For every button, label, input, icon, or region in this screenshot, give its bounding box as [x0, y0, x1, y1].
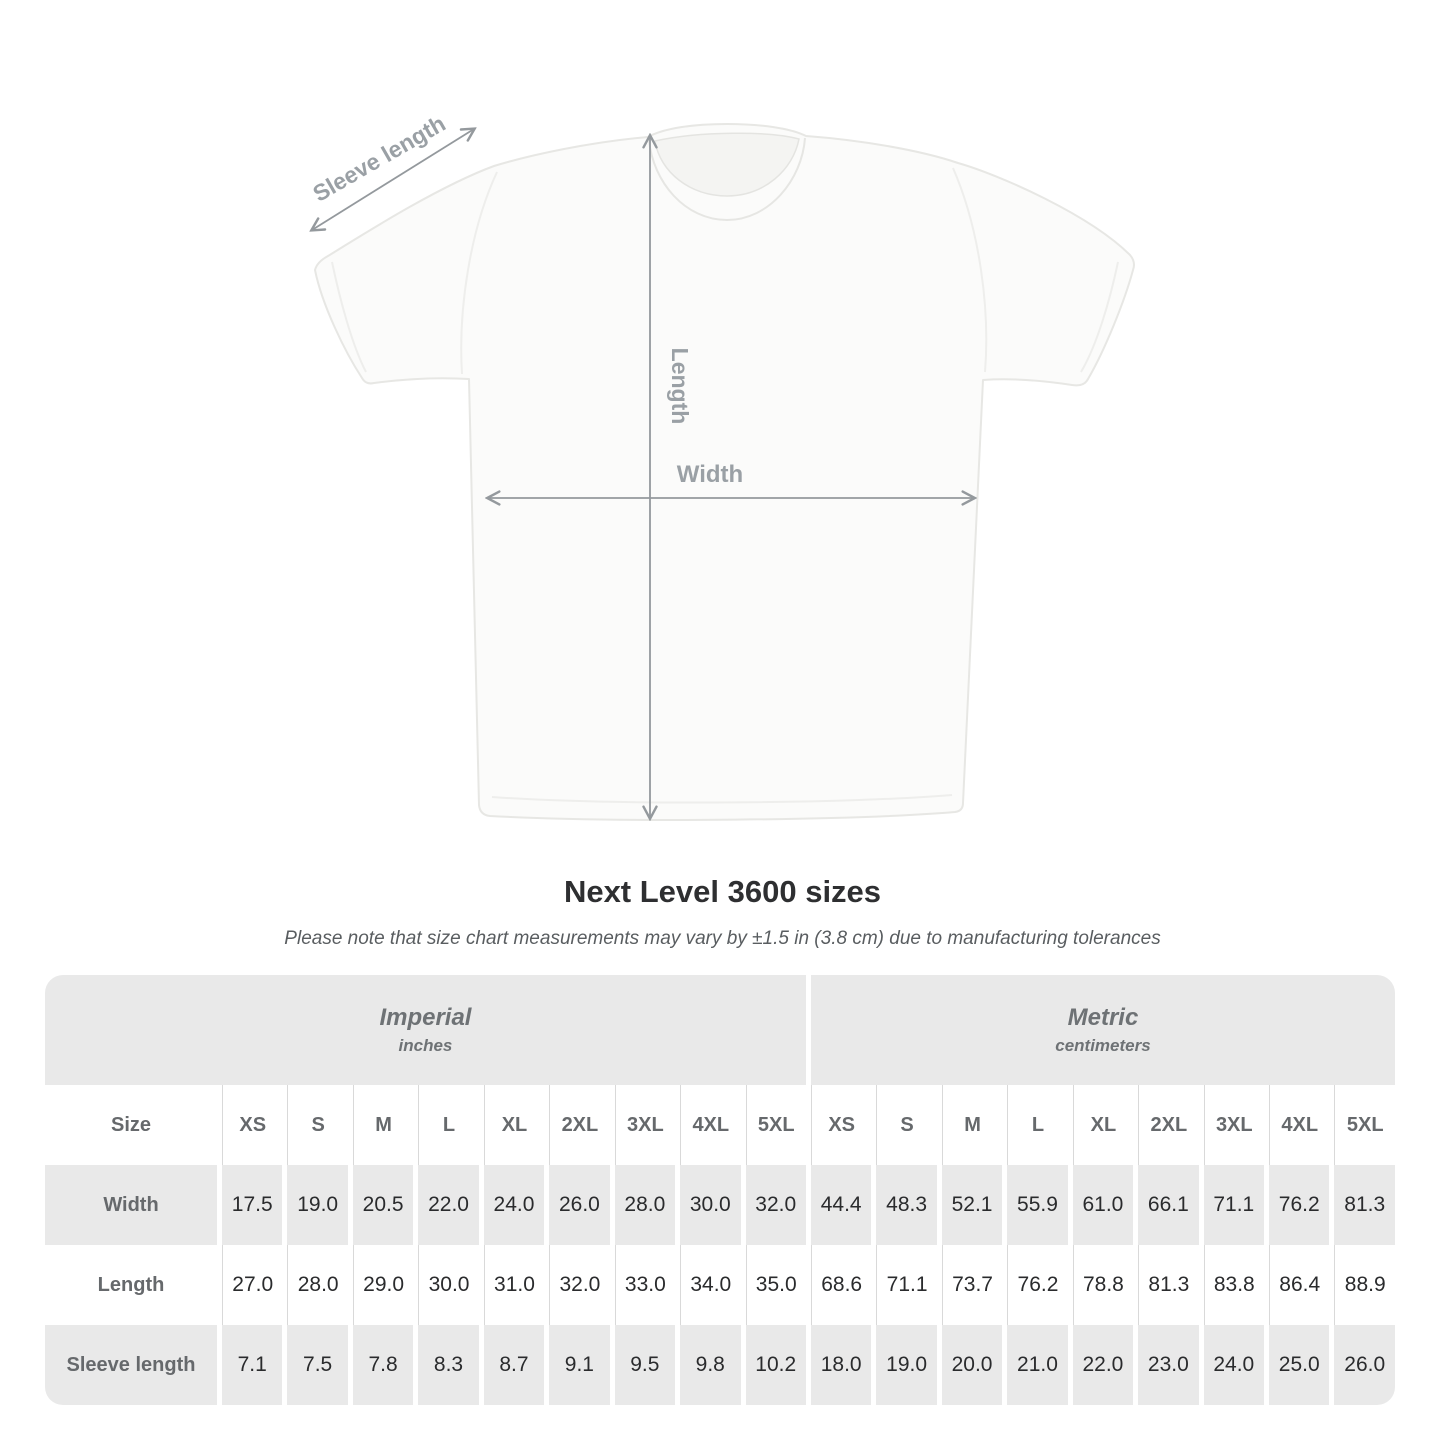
measurement-value: 19.0: [287, 1165, 347, 1245]
metric-header: [811, 975, 1395, 1085]
measurement-value: 7.5: [287, 1325, 347, 1405]
size-header-imperial-2xl: 2XL: [549, 1085, 609, 1165]
measurement-value: 8.3: [418, 1325, 478, 1405]
measurement-value: 20.0: [942, 1325, 1002, 1405]
size-column-label: Size: [45, 1085, 217, 1165]
size-header-metric-s: S: [876, 1085, 936, 1165]
measurement-value: 73.7: [942, 1245, 1002, 1325]
measurement-value: 18.0: [811, 1325, 871, 1405]
width-label: Width: [676, 461, 744, 488]
measurement-value: 25.0: [1269, 1325, 1329, 1405]
size-header-metric-xl: XL: [1073, 1085, 1133, 1165]
size-header-imperial-s: S: [287, 1085, 347, 1165]
measurement-row-sleeve-length: [45, 1325, 1395, 1405]
imperial-label: Imperial: [379, 1003, 472, 1031]
measurement-value: 8.7: [484, 1325, 544, 1405]
measurement-value: 81.3: [1138, 1245, 1198, 1325]
measurement-value: 78.8: [1073, 1245, 1133, 1325]
size-header-metric-5xl: 5XL: [1334, 1085, 1395, 1165]
measurement-value: 17.5: [222, 1165, 282, 1245]
measurement-value: 33.0: [615, 1245, 675, 1325]
measurement-value: 48.3: [876, 1165, 936, 1245]
measurement-value: 71.1: [876, 1245, 936, 1325]
length-label: Length: [666, 347, 693, 425]
measurement-value: 44.4: [811, 1165, 871, 1245]
measurement-value: 32.0: [746, 1165, 806, 1245]
measurement-value: 76.2: [1007, 1245, 1067, 1325]
measurement-value: 88.9: [1334, 1245, 1395, 1325]
measurement-value: 55.9: [1007, 1165, 1067, 1245]
size-header-metric-m: M: [942, 1085, 1002, 1165]
measurement-value: 26.0: [549, 1165, 609, 1245]
measurement-value: 24.0: [484, 1165, 544, 1245]
measurement-value: 9.1: [549, 1325, 609, 1405]
page-title: Next Level 3600 sizes: [563, 874, 882, 909]
measurement-value: 66.1: [1138, 1165, 1198, 1245]
size-header-imperial-m: M: [353, 1085, 413, 1165]
measurement-value: 81.3: [1334, 1165, 1395, 1245]
size-header-row: [45, 1085, 1395, 1165]
size-header-metric-4xl: 4XL: [1269, 1085, 1329, 1165]
measurement-value: 29.0: [353, 1245, 413, 1325]
imperial-header: [45, 975, 806, 1085]
size-header-imperial-3xl: 3XL: [615, 1085, 675, 1165]
row-label: Width: [45, 1165, 217, 1245]
measurement-value: 30.0: [418, 1245, 478, 1325]
size-header-imperial-xl: XL: [484, 1085, 544, 1165]
measurement-value: 10.2: [746, 1325, 806, 1405]
measurement-value: 76.2: [1269, 1165, 1329, 1245]
measurement-value: 86.4: [1269, 1245, 1329, 1325]
imperial-sublabel: inches: [398, 1036, 453, 1056]
size-header-imperial-l: L: [418, 1085, 478, 1165]
measurement-value: 22.0: [1073, 1325, 1133, 1405]
measurement-value: 34.0: [680, 1245, 740, 1325]
measurement-value: 9.5: [615, 1325, 675, 1405]
measurement-value: 32.0: [549, 1245, 609, 1325]
size-header-metric-3xl: 3XL: [1204, 1085, 1264, 1165]
measurement-value: 30.0: [680, 1165, 740, 1245]
measurement-value: 61.0: [1073, 1165, 1133, 1245]
size-header-imperial-4xl: 4XL: [680, 1085, 740, 1165]
measurement-value: 24.0: [1204, 1325, 1264, 1405]
measurement-value: 7.1: [222, 1325, 282, 1405]
metric-label: Metric: [1067, 1003, 1139, 1031]
size-table: [40, 975, 1400, 1405]
sleeve-length-label: Sleeve length: [308, 110, 450, 207]
metric-sublabel: centimeters: [1055, 1036, 1151, 1056]
measurement-value: 21.0: [1007, 1325, 1067, 1405]
measurement-value: 22.0: [418, 1165, 478, 1245]
measurement-value: 23.0: [1138, 1325, 1198, 1405]
measurement-value: 28.0: [287, 1245, 347, 1325]
measurement-value: 52.1: [942, 1165, 1002, 1245]
row-label: Sleeve length: [45, 1325, 217, 1405]
measurement-value: 26.0: [1334, 1325, 1395, 1405]
size-header-imperial-5xl: 5XL: [746, 1085, 806, 1165]
measurement-value: 28.0: [615, 1165, 675, 1245]
measurement-value: 68.6: [811, 1245, 871, 1325]
measurement-row-length: [45, 1245, 1395, 1325]
measurement-value: 27.0: [222, 1245, 282, 1325]
size-header-metric-l: L: [1007, 1085, 1067, 1165]
measurement-value: 19.0: [876, 1325, 936, 1405]
measurement-value: 9.8: [680, 1325, 740, 1405]
measurement-value: 71.1: [1204, 1165, 1264, 1245]
size-header-metric-2xl: 2XL: [1138, 1085, 1198, 1165]
row-label: Length: [45, 1245, 217, 1325]
measurement-row-width: [45, 1165, 1395, 1245]
measurement-value: 35.0: [746, 1245, 806, 1325]
size-header-imperial-xs: XS: [222, 1085, 282, 1165]
tolerance-note: Please note that size chart measurements may vary by ±1.5 in (3.8 cm) due to manufacturing tolerances: [284, 928, 1161, 949]
measurement-value: 83.8: [1204, 1245, 1264, 1325]
measurement-value: 20.5: [353, 1165, 413, 1245]
measurement-value: 7.8: [353, 1325, 413, 1405]
measurement-value: 31.0: [484, 1245, 544, 1325]
unit-header-row: [45, 975, 1395, 1085]
size-header-metric-xs: XS: [811, 1085, 871, 1165]
